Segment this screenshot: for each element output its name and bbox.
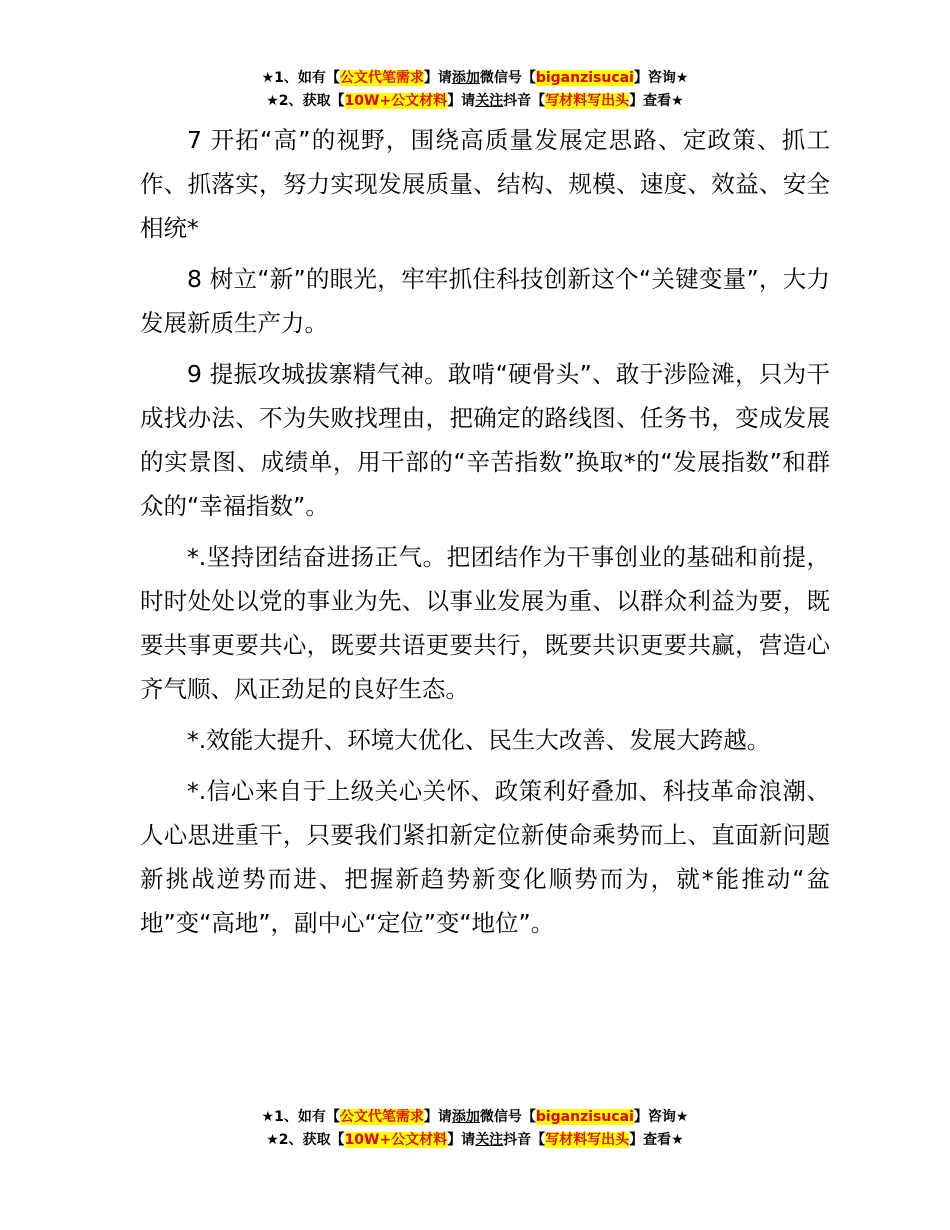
banner-text: ★2、获取【 <box>266 1132 345 1148</box>
highlight-wechat-id: biganzisucai <box>535 1109 634 1125</box>
banner-underlined-text: 添加 <box>451 70 480 86</box>
banner-line-1 <box>0 1106 950 1129</box>
banner-line-1 <box>0 67 950 90</box>
highlight-service: 公文代笔需求 <box>339 70 424 86</box>
banner-text: 微信号【 <box>479 70 536 86</box>
banner-text: 】咨询★ <box>633 1109 689 1125</box>
paragraph: *.坚持团结奋进扬正气。把团结作为干事创业的基础和前提，时时处处以党的事业为先、以事业发展为重、以群众利益为要，既要共事更要共心，既要共语更要共行，既要共识更要共赢，营造心齐气顺、风正劲足的良好生态。 <box>140 543 830 703</box>
banner-text: 】咨询★ <box>633 70 689 86</box>
banner-line-2 <box>0 90 950 113</box>
highlight-materials: 10W+公文材料 <box>344 1132 448 1148</box>
paragraph: 7 开拓“高”的视野，围绕高质量发展定思路、定政策、抓工作、抓落实，努力实现发展质量、结构、规模、速度、效益、安全相统* <box>140 126 830 242</box>
paragraph: 9 提振攻城拔寨精气神。敢啃“硬骨头”、敢于涉险滩，只为干成找办法、不为失败找理由，把确定的路线图、任务书，变成发展的实景图、成绩单，用干部的“辛苦指数”换取*的“发展指数”和群众的“幸福指数”。 <box>140 360 830 520</box>
banner-text: 微信号【 <box>479 1109 536 1125</box>
paragraph: 8 树立“新”的眼光，牢牢抓住科技创新这个“关键变量”，大力发展新质生产力。 <box>140 265 830 337</box>
banner-text: ★1、如有【 <box>261 70 340 86</box>
banner-line-2 <box>0 1129 950 1152</box>
banner-text: 】查看★ <box>629 93 684 109</box>
banner-underlined-text: 关注 <box>475 93 504 109</box>
banner-text: ★1、如有【 <box>261 1109 340 1125</box>
highlight-douyin-account: 写材料写出头 <box>545 1132 630 1148</box>
banner-text: 】请 <box>423 1109 452 1125</box>
banner-text: ★2、获取【 <box>266 93 345 109</box>
header-banner <box>0 67 950 113</box>
banner-text: 】请 <box>447 1132 476 1148</box>
footer-banner <box>0 1106 950 1152</box>
banner-text: 】查看★ <box>629 1132 684 1148</box>
paragraph: *.信心来自于上级关心关怀、政策利好叠加、科技革命浪潮、人心思进重干，只要我们紧扣新定位新使命乘势而上、直面新问题新挑战逆势而进、把握新趋势新变化顺势而为，就*能推动“盆地”变“高地”，副中心“定位”变“地位”。 <box>140 777 830 937</box>
banner-text: 抖音【 <box>503 93 546 109</box>
banner-underlined-text: 关注 <box>475 1132 504 1148</box>
banner-text: 抖音【 <box>503 1132 546 1148</box>
highlight-douyin-account: 写材料写出头 <box>545 93 630 109</box>
paragraph: *.效能大提升、环境大优化、民生大改善、发展大跨越。 <box>187 726 771 754</box>
banner-text: 】请 <box>423 70 452 86</box>
highlight-materials: 10W+公文材料 <box>344 93 448 109</box>
banner-underlined-text: 添加 <box>451 1109 480 1125</box>
document-body <box>140 118 830 952</box>
banner-text: 】请 <box>447 93 476 109</box>
highlight-service: 公文代笔需求 <box>339 1109 424 1125</box>
highlight-wechat-id: biganzisucai <box>535 70 634 86</box>
